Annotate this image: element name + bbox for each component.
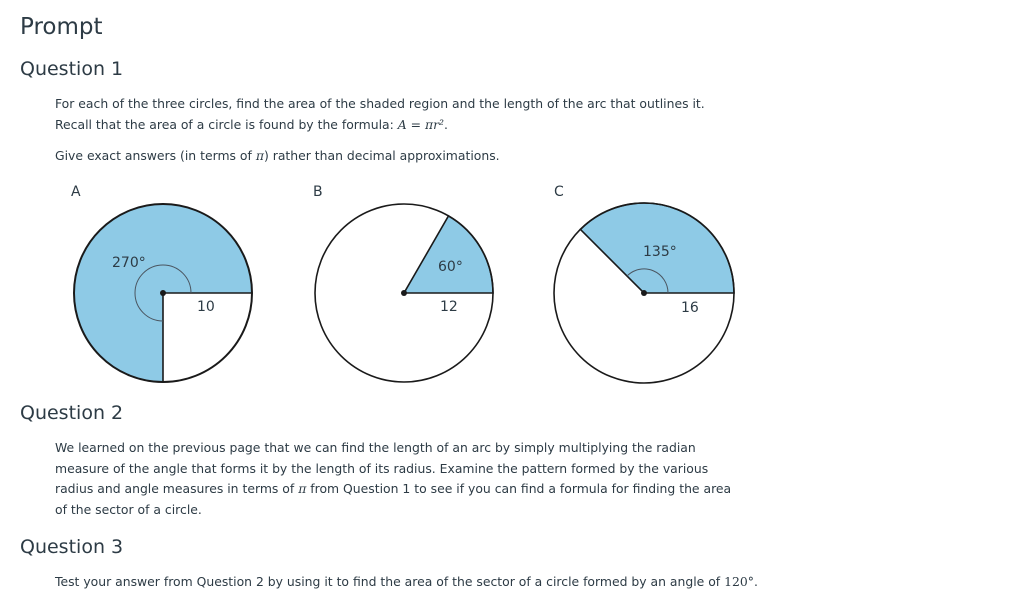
circle-b-radius-label: 12 [440, 299, 458, 315]
circle-diagrams [0, 175, 760, 390]
question-1-intro [55, 94, 745, 135]
circle-b-center-point [401, 290, 407, 296]
circle-a-letter: A [71, 184, 81, 200]
question-1-exact-note [55, 146, 745, 167]
question-2-heading: Question 2 [20, 402, 124, 424]
question-3-angle: 120° [724, 574, 754, 589]
pi-symbol: π [255, 148, 264, 163]
circle-c-letter: C [554, 184, 564, 200]
circle-c-diagram [554, 184, 734, 383]
question-2-text [55, 438, 745, 520]
question-3-text-suffix: . [753, 574, 758, 589]
circle-c-center-point [641, 290, 647, 296]
question-3-text-prefix: Test your answer from Question 2 by using it to find the area of the sector of a circle formed by an angle of [55, 574, 725, 589]
circle-area-formula: A = πr² [397, 116, 444, 132]
circle-b-letter: B [313, 184, 323, 200]
circle-b-shaded-sector [404, 216, 493, 293]
question-1-intro-text: For each of the three circles, find the area of the shaded region and the length of the arc that outlines it. Recall that the area of a circle is found by the formula: [55, 96, 705, 132]
circle-a-angle-label: 270° [112, 255, 146, 271]
circle-b-diagram [313, 184, 493, 382]
circle-a-diagram [71, 184, 252, 382]
circle-c-radius-label: 16 [681, 300, 699, 316]
exact-note-suffix: ) rather than decimal approximations. [263, 148, 500, 163]
question-2-text-part2: from Question 1 to see if you can find a formula for finding the area of the sector of a circle. [55, 481, 732, 517]
circle-a-center-point [160, 290, 166, 296]
circle-b-angle-label: 60° [438, 259, 463, 275]
exact-note-prefix: Give exact answers (in terms of [55, 148, 256, 163]
page-title: Prompt [20, 14, 103, 40]
circle-a-radius-label: 10 [197, 299, 215, 315]
question-2-text-part1: We learned on the previous page that we can find the length of an arc by simply multiplying the radian measure of the angle that forms it by the length of its radius. Examine the pattern formed by the various radius and angle measures in terms of [55, 440, 709, 496]
question-3-text [55, 572, 775, 593]
question-1-intro-end: . [444, 116, 448, 132]
question-1-heading: Question 1 [20, 58, 124, 80]
question-3-heading: Question 3 [20, 536, 124, 558]
circle-c-angle-label: 135° [643, 244, 677, 260]
question-2-pi: π [298, 481, 307, 496]
